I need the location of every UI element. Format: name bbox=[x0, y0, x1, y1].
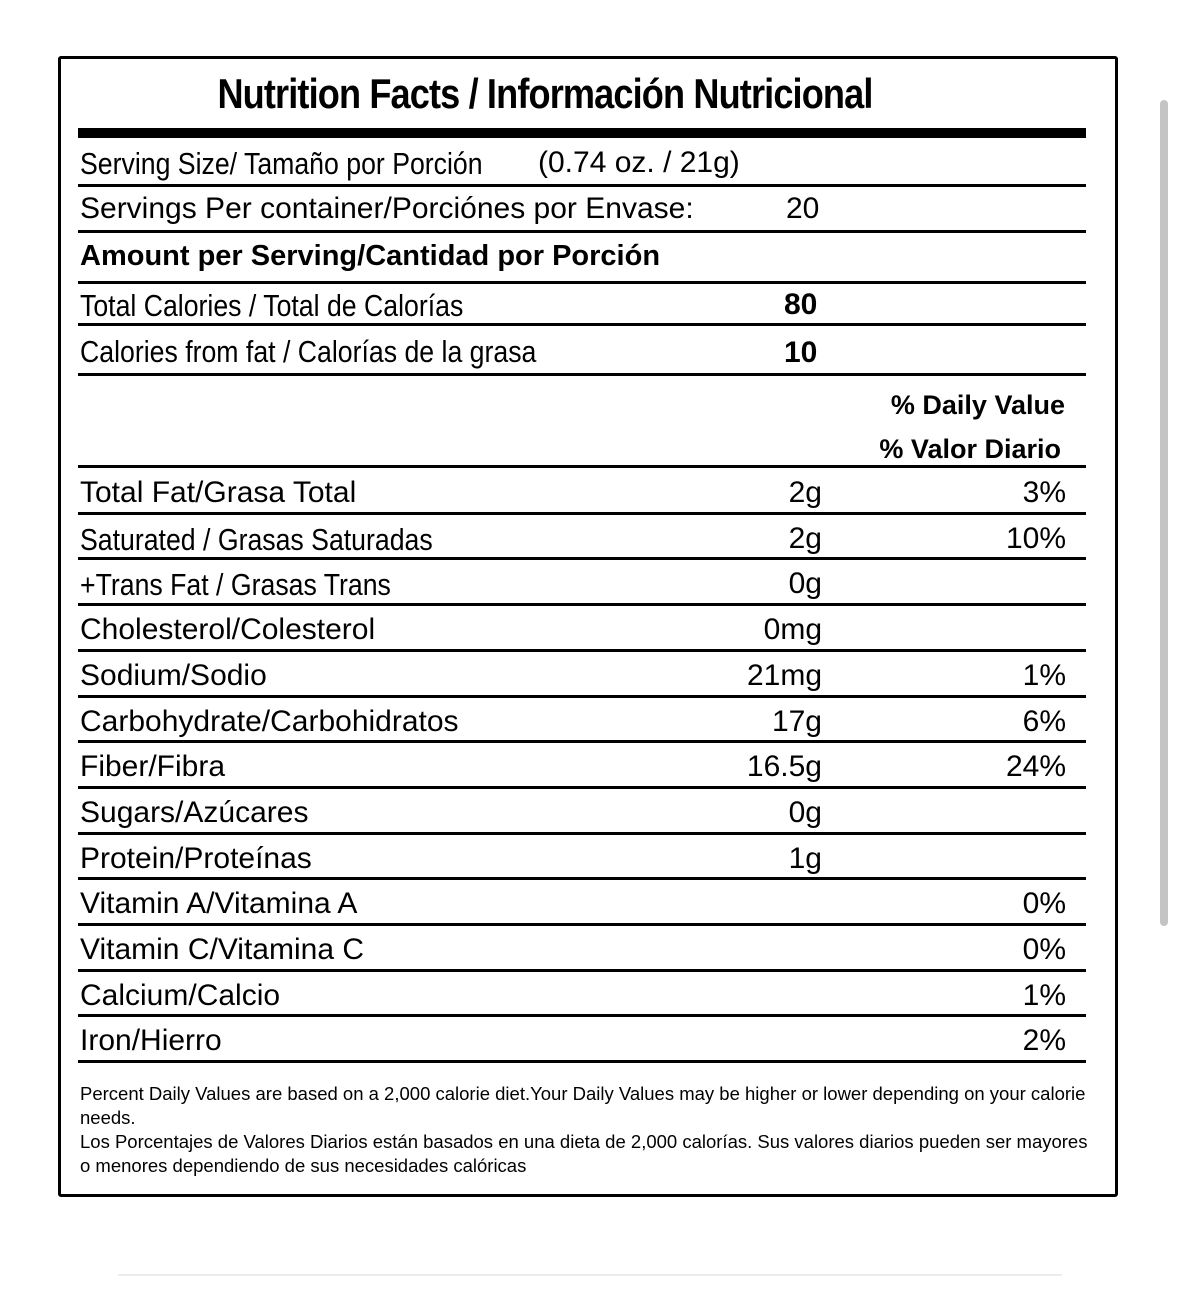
total-calories-value: 80 bbox=[784, 288, 818, 321]
nutrient-row bbox=[78, 468, 1086, 512]
nutrient-label: Protein/Proteínas bbox=[80, 841, 312, 875]
nutrient-amount: 2g bbox=[788, 521, 822, 555]
servings-per-container-label: Servings Per container/Porciónes por Envase: bbox=[80, 192, 694, 225]
footnote-english: Percent Daily Values are based on a 2,000 calorie diet.Your Daily Values may be higher or lower depending on your calorie needs. bbox=[80, 1083, 1086, 1128]
vertical-scrollbar[interactable] bbox=[1160, 100, 1168, 926]
nutrient-daily-value: 2% bbox=[1022, 1024, 1066, 1058]
nutrient-label: Sodium/Sodio bbox=[80, 658, 267, 692]
servings-per-container-value: 20 bbox=[786, 192, 820, 225]
nutrient-row bbox=[78, 788, 1086, 832]
nutrient-amount: 1g bbox=[788, 841, 822, 875]
daily-value-heading: % Daily Value bbox=[890, 390, 1065, 420]
nutrient-row bbox=[78, 605, 1086, 649]
amount-per-serving-heading: Amount per Serving/Cantidad por Porción bbox=[80, 240, 661, 272]
serving-size-value: (0.74 oz. / 21g) bbox=[538, 146, 740, 179]
nutrient-row bbox=[78, 742, 1086, 786]
label-title: Nutrition Facts / Información Nutricional bbox=[217, 70, 873, 117]
nutrient-label: Iron/Hierro bbox=[80, 1024, 222, 1058]
nutrient-amount: 17g bbox=[771, 704, 822, 738]
nutrient-amount: 0mg bbox=[763, 613, 822, 647]
nutrient-row bbox=[78, 834, 1086, 878]
divider bbox=[78, 230, 1086, 233]
divider bbox=[78, 184, 1086, 187]
total-calories-label: Total Calories / Total de Calorías bbox=[80, 288, 464, 323]
nutrient-row bbox=[78, 925, 1086, 969]
calories-from-fat-value: 10 bbox=[784, 336, 818, 369]
divider bbox=[78, 373, 1086, 376]
nutrient-amount: 21mg bbox=[746, 658, 822, 692]
nutrient-daily-value: 1% bbox=[1022, 978, 1066, 1012]
amount-per-serving-row bbox=[78, 236, 1086, 280]
nutrient-label: Saturated / Grasas Saturadas bbox=[80, 521, 433, 557]
nutrient-label: Vitamin C/Vitamina C bbox=[80, 933, 365, 966]
nutrient-row bbox=[78, 559, 1086, 603]
divider bbox=[78, 1060, 1086, 1063]
nutrient-label: Fiber/Fibra bbox=[80, 750, 226, 784]
servings-per-container-row bbox=[78, 188, 1086, 232]
nutrient-amount: 2g bbox=[788, 476, 822, 509]
nutrient-row bbox=[78, 879, 1086, 923]
nutrient-daily-value: 0% bbox=[1022, 933, 1066, 966]
nutrient-label: Vitamin A/Vitamina A bbox=[80, 887, 358, 921]
nutrient-daily-value: 0% bbox=[1022, 887, 1066, 921]
nutrient-row bbox=[78, 971, 1086, 1015]
nutrient-daily-value: 24% bbox=[1005, 750, 1066, 784]
serving-size-label: Serving Size/ Tamaño por Porción bbox=[80, 146, 483, 181]
nutrient-daily-value: 1% bbox=[1022, 658, 1066, 692]
nutrient-daily-value: 10% bbox=[1005, 521, 1066, 555]
nutrient-label: Total Fat/Grasa Total bbox=[80, 476, 357, 509]
nutrient-daily-value: 6% bbox=[1022, 704, 1066, 738]
nutrient-amount: 0g bbox=[788, 795, 822, 829]
divider bbox=[78, 323, 1086, 326]
nutrient-amount: 16.5g bbox=[746, 750, 822, 784]
nutrient-daily-value: 3% bbox=[1022, 476, 1066, 509]
serving-size-row bbox=[78, 142, 1086, 186]
nutrient-label: Carbohydrate/Carbohidratos bbox=[80, 704, 459, 738]
nutrient-row bbox=[78, 651, 1086, 695]
nutrient-label: Cholesterol/Colesterol bbox=[80, 613, 376, 647]
calories-from-fat-row bbox=[78, 332, 1086, 376]
nutrient-row bbox=[78, 514, 1086, 558]
nutrient-amount: 0g bbox=[788, 567, 822, 601]
nutrient-label: Sugars/Azúcares bbox=[80, 795, 309, 829]
calories-from-fat-label: Calories from fat / Calorías de la grasa bbox=[80, 334, 537, 369]
total-calories-row bbox=[78, 284, 1086, 328]
nutrient-label: +Trans Fat / Grasas Trans bbox=[80, 567, 391, 603]
thick-divider bbox=[78, 128, 1086, 138]
nutrient-row bbox=[78, 1016, 1086, 1060]
footnote-spanish: Los Porcentajes de Valores Diarios están basados en una dieta de 2,000 calorías. Sus valores diarios pueden ser mayores o menores dependiendo de sus necesidades calóricas bbox=[80, 1131, 1088, 1176]
nutrient-label: Calcium/Calcio bbox=[80, 978, 281, 1012]
bottom-divider bbox=[118, 1274, 1062, 1276]
valor-diario-heading: % Valor Diario bbox=[879, 434, 1061, 464]
nutrient-row bbox=[78, 697, 1086, 741]
